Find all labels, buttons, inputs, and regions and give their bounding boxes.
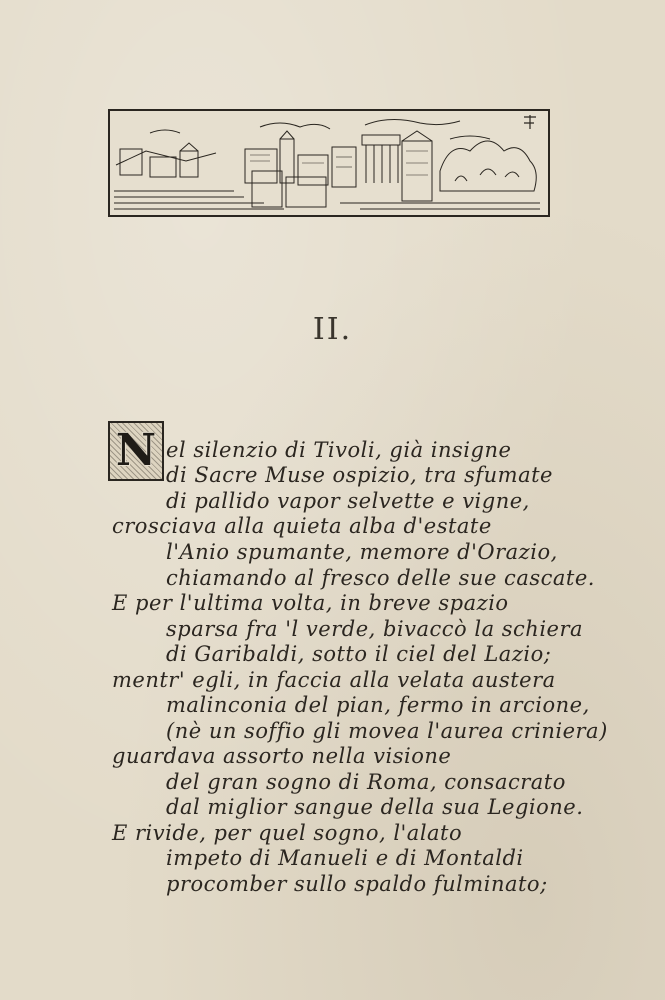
poem-line: malinconia del pian, fermo in arcione,	[166, 693, 590, 717]
poem-line: di Sacre Muse ospizio, tra sfumate	[166, 463, 553, 487]
poem-line: impeto di Manueli e di Montaldi	[166, 846, 524, 870]
landscape-vignette	[108, 109, 550, 217]
poem-line: E per l'ultima volta, in breve spazio	[112, 591, 509, 615]
vignette-drawing	[110, 111, 548, 215]
chapter-numeral: II.	[312, 312, 353, 347]
poem-line: el silenzio di Tivoli, già insigne	[166, 438, 512, 462]
poem-line: (nè un soffio gli movea l'aurea criniera)	[166, 719, 608, 743]
poem-line: E rivide, per quel sogno, l'alato	[112, 821, 463, 845]
initial-letter: N	[115, 425, 157, 476]
decorated-initial	[108, 421, 164, 481]
poem-line: l'Anio spumante, memore d'Orazio,	[166, 540, 558, 564]
poem-line: guardava assorto nella visione	[112, 744, 452, 768]
poem-line: sparsa fra 'l verde, bivaccò la schiera	[166, 617, 584, 641]
poem-line: chiamando al fresco delle sue cascate.	[166, 566, 595, 590]
poem-line: crosciava alla quieta alba d'estate	[112, 514, 492, 538]
poem-line: del gran sogno di Roma, consacrato	[166, 770, 566, 794]
poem-line: dal miglior sangue della sua Legione.	[166, 795, 584, 819]
poem-line: mentr' egli, in faccia alla velata austera	[112, 668, 556, 692]
poem-line: procomber sullo spaldo fulminato;	[166, 872, 548, 896]
poem-line: di Garibaldi, sotto il ciel del Lazio;	[166, 642, 552, 666]
poem-line: di pallido vapor selvette e vigne,	[166, 489, 530, 513]
